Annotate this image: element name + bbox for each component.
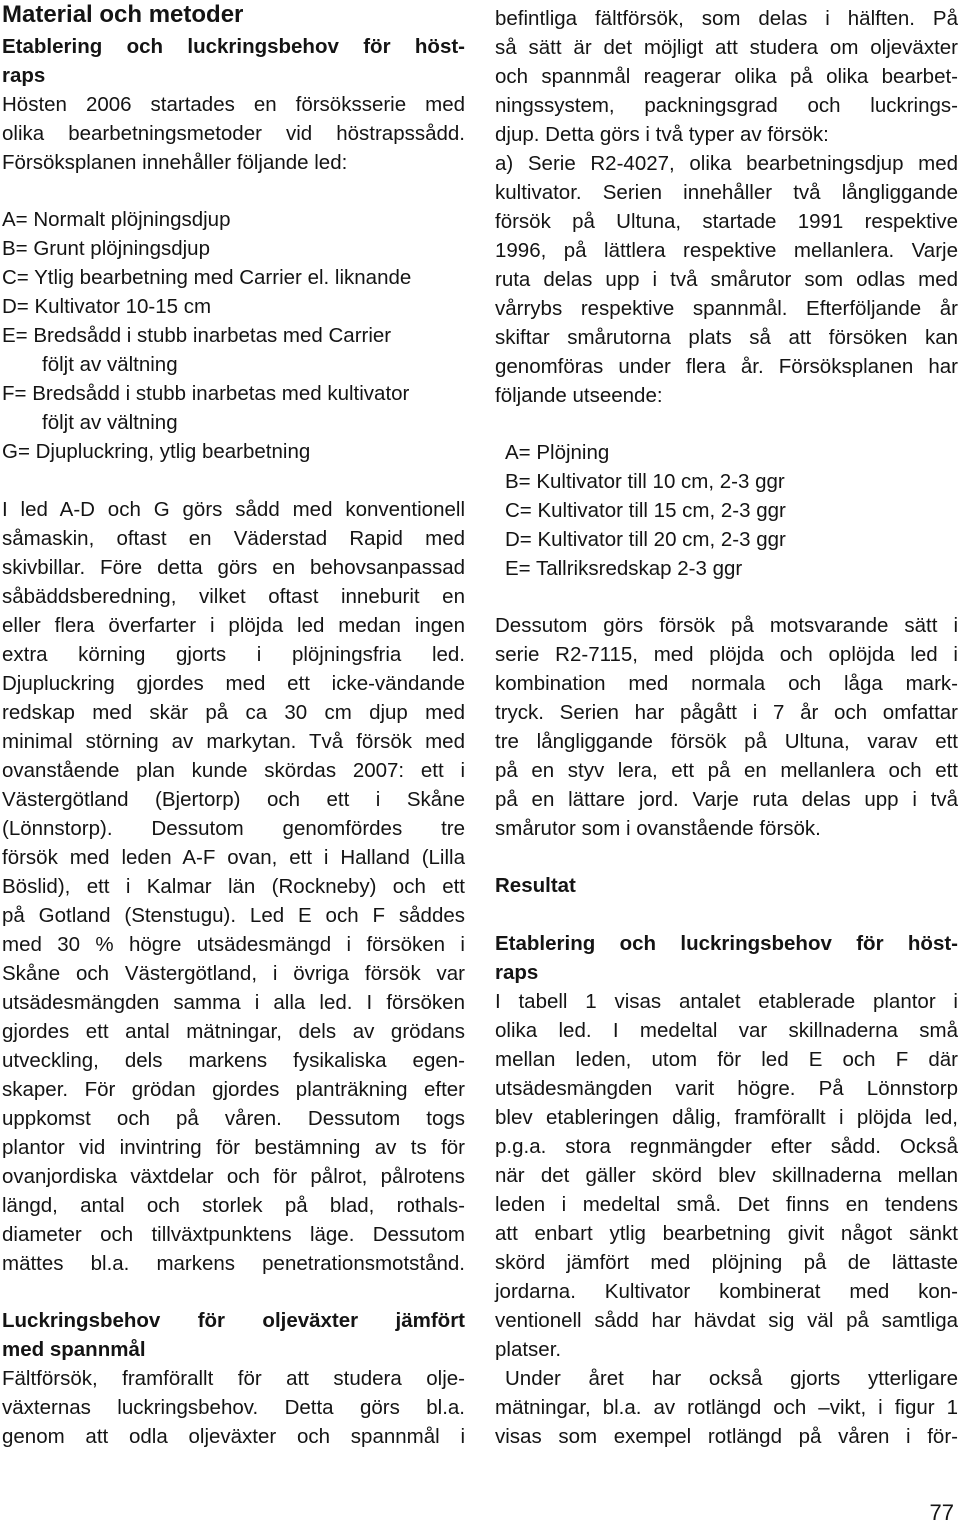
text-line: genomföras under flera år. Försöksplanen har [495, 355, 958, 378]
text-line: blev etableringen dålig, framförallt i plöjda led, [495, 1106, 958, 1129]
text-line: mättes bl.a. markens penetrationsmotstånd. [2, 1252, 465, 1275]
text-line: med 30 % högre utsädesmängd i försöken i [2, 933, 465, 956]
text-line: eller flera överfarter i plöjda led medan ingen [2, 614, 465, 637]
section-heading: Material och metoder [2, 1, 244, 28]
text-line: Skåne och Västergötland, i övriga försök var [2, 962, 465, 985]
text-line: leden i medeltal små. Det finns en tendens [495, 1193, 958, 1216]
text-line: såmaskin, oftast en Väderstad Rapid med [2, 527, 465, 550]
text-line: och spannmål reagerar olika på olika bearbet- [495, 65, 958, 88]
list-item: A= Plöjning [505, 441, 610, 464]
text-line: gjordes ett antal mätningar, dels av grödans [2, 1020, 465, 1043]
text-line: uppkomst och på våren. Dessutom togs [2, 1107, 465, 1130]
text-line: jordarna. Kultivator kombinerat med kon- [495, 1280, 958, 1303]
text-line: skiftar smårutorna plats så att försöken kan [495, 326, 958, 349]
text-line: Djupluckring gjordes med ett icke-vändande [2, 672, 465, 695]
text-line: platser. [495, 1338, 562, 1361]
text-line: djup. Detta görs i två typer av försök: [495, 123, 829, 146]
text-line: ningssystem, packningsgrad och luckrings- [495, 94, 958, 117]
text-line: kultivator. Serien innehåller två långliggande [495, 181, 958, 204]
text-line: på Gotland (Stenstugu). Led E och F såddes [2, 904, 465, 927]
text-line: Västergötland (Bjertorp) och ett i Skåne [2, 788, 465, 811]
text-line: på en styv lera, ett på en mellanlera och ett [495, 759, 958, 782]
list-item: B= Grunt plöjningsdjup [2, 237, 210, 260]
text-line: försök med leden A-F ovan, ett i Halland (Lilla [2, 846, 465, 869]
text-line: mellan leden, utom för led E och F där [495, 1048, 958, 1071]
text-line: att enbart ytlig bearbetning givit något sänkt [495, 1222, 958, 1245]
text-line: mätningar, bl.a. av rotlängd och –vikt, i figur 1 [495, 1396, 958, 1419]
text-line: olika bearbetningsmetoder vid höstrapssådd. [2, 122, 465, 145]
text-line: ovanjordiska växtdelar och för pålrot, pålrotens [2, 1165, 465, 1188]
text-line: I tabell 1 visas antalet etablerade plantor i [495, 990, 958, 1013]
text-line: befintliga fältförsök, som delas i hälften. På [495, 7, 958, 30]
text-line: Böslid), ett i Kalmar län (Rockneby) och ett [2, 875, 465, 898]
text-line: genom att odla oljeväxter och spannmål i [2, 1425, 465, 1448]
text-line: på en lättare jord. Varje ruta delas upp i två [495, 788, 958, 811]
text-line: längd, antal och storlek på blad, rothals- [2, 1194, 465, 1217]
text-line: försök på Ultuna, startade 1991 respektive [495, 210, 958, 233]
text-line: Fältförsök, framförallt för att studera olje- [2, 1367, 465, 1390]
text-line: smårutor som i ovanstående försök. [495, 817, 821, 840]
text-line: utsädesmängden samma i alla led. I försöken [2, 991, 465, 1014]
text-line: Försöksplanen innehåller följande led: [2, 151, 348, 174]
text-line: utsädesmängden varit högre. På Lönnstorp [495, 1077, 958, 1100]
list-item: B= Kultivator till 10 cm, 2-3 ggr [505, 470, 785, 493]
text-line: så sätt är det möjligt att studera om oljeväxter [495, 36, 958, 59]
text-line: vårrybs respektive spannmål. Efterföljande år [495, 297, 958, 320]
subheading: Etablering och luckringsbehov för höst- [495, 932, 958, 955]
text-line: diameter och tillväxtpunktens läge. Dessutom [2, 1223, 465, 1246]
list-item: E= Tallriksredskap 2-3 ggr [505, 557, 743, 580]
text-line: Hösten 2006 startades en försöksserie med [2, 93, 465, 116]
text-line: utveckling, dels markens fysikaliska egen- [2, 1049, 465, 1072]
list-item: D= Kultivator till 20 cm, 2-3 ggr [505, 528, 786, 551]
text-line: Under året har också gjorts ytterligare [505, 1367, 958, 1390]
list-item: A= Normalt plöjningsdjup [2, 208, 231, 231]
text-line: växternas luckringsbehov. Detta görs bl.a. [2, 1396, 465, 1419]
list-item: G= Djupluckring, ytlig bearbetning [2, 440, 311, 463]
text-line: serie R2-7115, med plöjda och oplöjda led i [495, 643, 958, 666]
subheading: Etablering och luckringsbehov för höst- [2, 35, 465, 58]
list-item-continuation: följt av vältning [42, 353, 178, 376]
text-line: Dessutom görs försök på motsvarande sätt i [495, 614, 958, 637]
list-item: D= Kultivator 10-15 cm [2, 295, 212, 318]
text-line: följande utseende: [495, 384, 663, 407]
subheading: Luckringsbehov för oljeväxter jämfört [2, 1309, 465, 1332]
subheading: raps [2, 64, 46, 87]
text-line: a) Serie R2-4027, olika bearbetningsdjup med [495, 152, 958, 175]
list-item: C= Ytlig bearbetning med Carrier el. liknande [2, 266, 412, 289]
subheading: med spannmål [2, 1338, 146, 1361]
text-line: skaper. För grödan gjordes planträkning efter [2, 1078, 465, 1101]
section-heading: Resultat [495, 874, 576, 897]
text-line: visas som exempel rotlängd på våren i för- [495, 1425, 958, 1448]
text-line: ventionell sådd har hävdat sig väl på samtliga [495, 1309, 958, 1332]
text-line: extra körning gjorts i plöjningsfria led. [2, 643, 465, 666]
list-item: F= Bredsådd i stubb inarbetas med kultivator [2, 382, 410, 405]
text-line: skörd jämfört med plöjning på de lättaste [495, 1251, 958, 1274]
text-line: olika led. I medeltal var skillnaderna små [495, 1019, 958, 1042]
list-item-continuation: följt av vältning [42, 411, 178, 434]
text-line: (Lönnstorp). Dessutom genomfördes tre [2, 817, 465, 840]
text-line: ruta delas upp i två smårutor som odlas med [495, 268, 958, 291]
text-line: skivbillar. Före detta görs en behovsanpassad [2, 556, 465, 579]
list-item: E= Bredsådd i stubb inarbetas med Carrier [2, 324, 392, 347]
list-item: C= Kultivator till 15 cm, 2-3 ggr [505, 499, 786, 522]
text-line: plantor vid invintring för bestämning av ts för [2, 1136, 465, 1159]
text-line: redskap med skär på ca 30 cm djup med [2, 701, 465, 724]
text-line: ovanstående plan kunde skördas 2007: ett i [2, 759, 465, 782]
text-line: kombination med normala och låga mark- [495, 672, 958, 695]
text-line: 1996, på lättlera respektive mellanlera. Varje [495, 239, 958, 262]
text-line: I led A-D och G görs sådd med konventionell [2, 498, 465, 521]
subheading: raps [495, 961, 539, 984]
text-line: minimal störning av markytan. Två försök med [2, 730, 465, 753]
text-line: tryck. Serien har pågått i 7 år och omfattar [495, 701, 958, 724]
text-line: tre långliggande försök på Ultuna, varav ett [495, 730, 958, 753]
page-number: 77 [929, 1500, 954, 1525]
text-line: när det gäller skörd blev skillnaderna mellan [495, 1164, 958, 1187]
text-line: p.g.a. stora regnmängder efter sådd. Också [495, 1135, 958, 1158]
text-line: såbäddsberedning, vilket oftast inneburit en [2, 585, 465, 608]
